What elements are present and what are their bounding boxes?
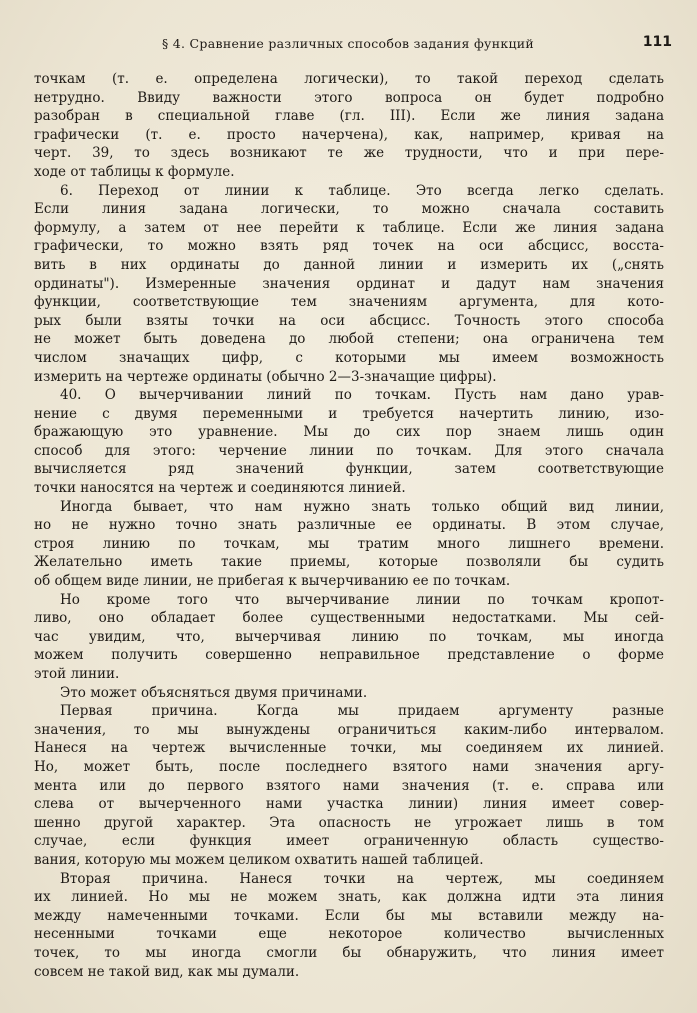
- text-line: графически, то можно взять ряд точек на оси абсцисс, восста-: [34, 238, 664, 255]
- text-line: Вторая причина. Нанеся точки на чертеж, мы соединяем: [60, 870, 664, 887]
- text-line: числом значащих цифр, с которыми мы имеем возможность: [34, 349, 664, 366]
- text-line: этой линии.: [34, 666, 120, 682]
- paragraph: [34, 498, 664, 591]
- text-line: Но, может быть, после последнего взятого нами значения аргу-: [34, 758, 664, 775]
- text-line: но не нужно точно знать различные ее ординаты. В этом случае,: [34, 517, 664, 534]
- paragraph: [34, 70, 664, 182]
- text-line: не может быть доведена до любой степени; она ограничена тем: [34, 331, 664, 348]
- text-line: измерить на чертеже ординаты (обычно 2—3-значащие цифры).: [34, 368, 497, 385]
- text-line: об общем виде линии, не прибегая к вычерчиванию ее по точкам.: [34, 573, 511, 590]
- text-line: слева от вычерченного нами участка линии) линия имеет совер-: [34, 796, 664, 813]
- running-head: § 4. Сравнение различных способов задания функций: [161, 36, 535, 51]
- text-line: Желательно иметь такие приемы, которые позволяли бы судить: [34, 554, 664, 571]
- text-line: значения, то мы вынуждены ограничиться каким-либо интервалом.: [34, 721, 664, 738]
- paragraph: [34, 702, 664, 869]
- text-line: можем получить совершенно неправильное представление о форме: [34, 647, 664, 664]
- paragraph: [34, 182, 664, 387]
- paragraph: [34, 386, 664, 498]
- text-line: Это может объясняться двумя причинами.: [60, 684, 368, 701]
- text-line: совсем не такой вид, как мы думали.: [34, 963, 300, 980]
- text-line: рых были взяты точки на оси абсцисс. Точность этого способа: [34, 312, 664, 329]
- text-line: точки наносятся на чертеж и соединяются линией.: [34, 480, 406, 497]
- text-line: разобран в специальной главе (гл. III). Если же линия задана: [34, 108, 664, 125]
- text-line: нение с двумя переменными и требуется начертить линию, изо-: [34, 405, 664, 422]
- text-line: точек, то мы иногда смогли бы обнаружить, что линия имеет: [34, 944, 664, 961]
- text-line: час увидим, что, вычерчивая линию по точкам, мы иногда: [34, 628, 664, 645]
- text-line: шенно другой характер. Эта опасность не угрожает лишь в том: [34, 814, 664, 831]
- text-line: их линией. Но мы не можем знать, как должна идти эта линия: [34, 889, 664, 906]
- text-line: функции, соответствующие тем значениям аргумента, для кото-: [34, 294, 664, 311]
- text-line: случае, если функция имеет ограниченную область существо-: [34, 833, 664, 850]
- text-line: нетрудно. Ввиду важности этого вопроса он будет подробно: [34, 89, 664, 106]
- text-line: ливо, оно обладает более существенными недостатками. Мы сей-: [34, 610, 664, 627]
- text-line: строя линию по точкам, мы тратим много лишнего времени.: [34, 535, 664, 552]
- text-line: ординаты"). Измеренные значения ординат и дадут нам значения: [34, 275, 664, 292]
- text-line: Но кроме того что вычерчивание линии по точкам кропот-: [60, 591, 664, 608]
- page-header: [32, 36, 672, 58]
- text-line: Первая причина. Когда мы придаем аргументу разные: [60, 703, 664, 720]
- page-number: 111: [642, 34, 672, 50]
- text-line: бражающую это уравнение. Мы до сих пор знаем лишь один: [34, 424, 664, 441]
- text-line: вычисляется ряд значений функции, затем соответствующие: [34, 461, 664, 478]
- body-text: [34, 70, 664, 981]
- text-line: несенными точками еще некоторое количество вычисленных: [34, 926, 664, 943]
- paragraph: [34, 591, 664, 684]
- paragraph: [34, 684, 664, 703]
- text-line: точкам (т. е. определена логически), то такой переход сделать: [34, 71, 664, 87]
- text-line: ходе от таблицы к формуле.: [34, 163, 235, 180]
- text-line: вания, которую мы можем целиком охватить нашей таблицей.: [34, 851, 484, 868]
- text-line: способ для этого: черчение линии по точкам. Для этого сначала: [34, 442, 664, 459]
- text-line: 6. Переход от линии к таблице. Это всегда легко сделать.: [60, 182, 664, 199]
- paragraph: [34, 870, 664, 982]
- text-line: между намеченными точками. Если бы мы вставили между на-: [34, 907, 664, 924]
- text-line: черт. 39, то здесь возникают те же трудности, что и при пере-: [34, 145, 664, 162]
- text-line: Если линия задана логически, то можно сначала составить: [34, 201, 664, 218]
- text-line: формулу, а затем от нее перейти к таблице. Если же линия задана: [34, 219, 664, 236]
- text-line: мента или до первого взятого нами значения (т. е. справа или: [34, 777, 664, 794]
- text-line: Нанеся на чертеж вычисленные точки, мы соединяем их линией.: [34, 740, 664, 757]
- text-line: графически (т. е. просто начерчена), как, например, кривая на: [34, 126, 664, 143]
- text-line: Иногда бывает, что нам нужно знать только общий вид линии,: [60, 498, 664, 515]
- text-line: вить в них ординаты до данной линии и измерить их („снять: [34, 256, 664, 273]
- text-line: 40. О вычерчивании линий по точкам. Пусть нам дано урав-: [60, 387, 664, 404]
